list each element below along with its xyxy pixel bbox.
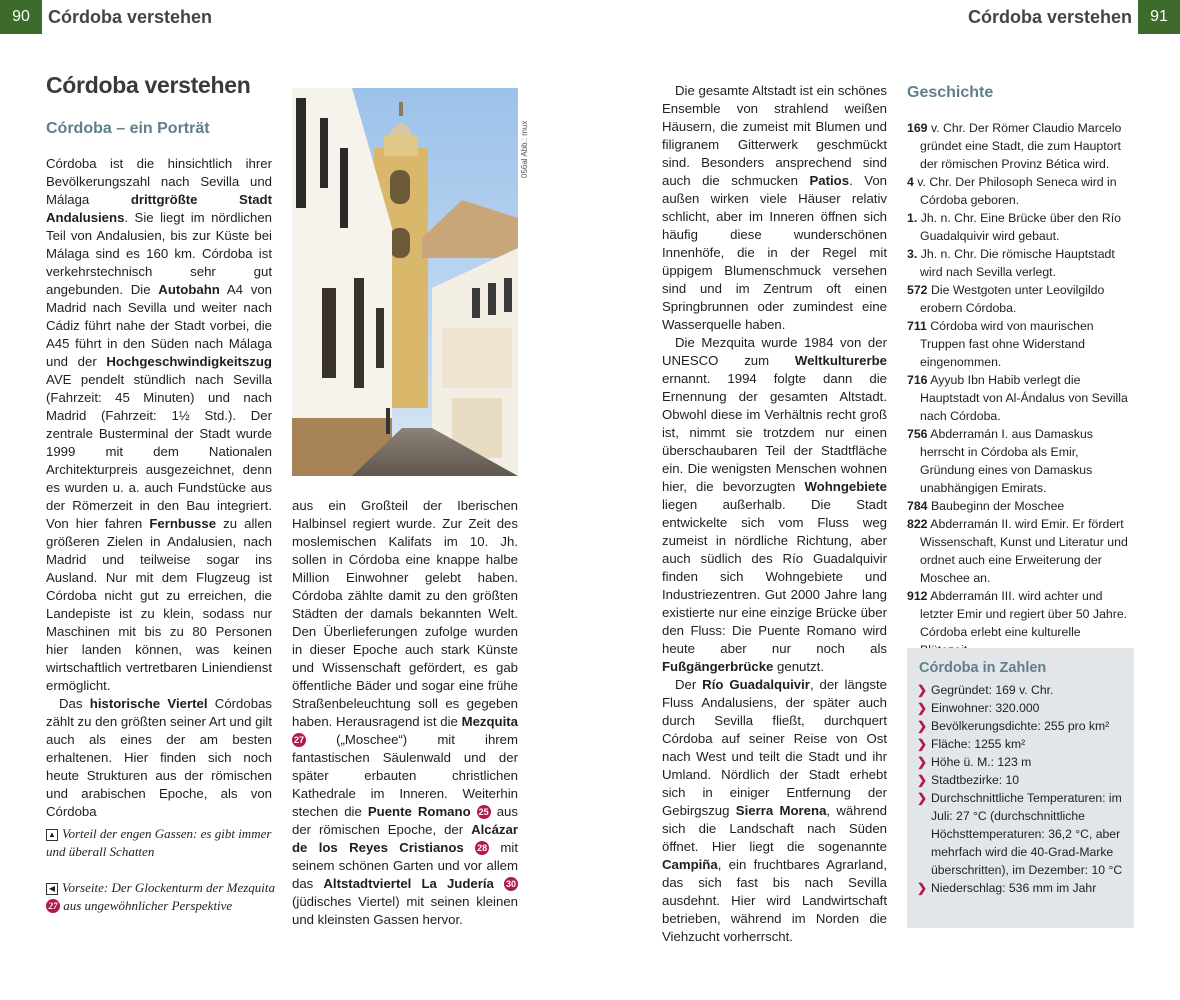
page-title: Córdoba verstehen [46,72,251,98]
facts-heading: Córdoba in Zahlen [919,660,1047,676]
history-item: 4 v. Chr. Der Philosoph Seneca wird in Córdoba geboren. [907,175,1117,207]
arrow-up-icon: ▲ [46,829,58,841]
chevron-right-icon: ❯ [917,701,928,715]
chevron-right-icon: ❯ [917,683,928,697]
chevron-right-icon: ❯ [917,773,928,787]
history-item: 822 Abderramán II. wird Emir. Er fördert Wissenschaft, Kunst und Literatur und ordnet auch eine Erweiterung der Moschee an. [907,517,1128,585]
fact-item: ❯ Durchschnittliche Temperaturen: im Juli: 27 °C (durchschnittliche Höchsttemperaturen: 36,2 °C, aber mehrfach wird die 40-Grad-Marke überschritten), im Dezember: 10 °C [917,791,1123,877]
previous-page-caption: ◀ Vorseite: Der Glockenturm der Mezquita27 aus ungewöhnlicher Perspektive [46,879,276,915]
history-item: 756 Abderramán I. aus Damaskus herrscht in Córdoba als Emir, Gründung eines von Damaskus unabhängigen Emirats. [907,427,1093,495]
photo-credit: 056al Abb.: mux [520,120,529,178]
fact-item: ❯ Einwohner: 320.000 [917,701,1040,715]
photo-caption: ▲ Vorteil der engen Gassen: es gibt immer und überall Schatten [46,826,272,859]
marker-badge: 28 [477,843,488,853]
fact-item: ❯ Stadtbezirke: 10 [917,773,1020,787]
history-item: 572 Die Westgoten unter Leovilgildo erobern Córdoba. [907,283,1105,315]
text-column-3: Die gesamte Altstadt ist ein schönes Ensemble von strahlend weißen Häusern, die zumeist mit Blumen und filigranem Gitterwerk geschmückt sind. Besonders ansprechend sind auch die schmucken Patios. Von außen wirken viele Häuser relativ schlicht, aber im Inneren öffnen sich häufig diese wunderschönen Innenhöfe, die in der Regel mit üppigem Blumenschmuck versehen sind und im Zentrum oft einen Springbrunnen oder zumindest eine Wasserquelle haben. Die Mezquita wurde 1984 von der UNESCO zum Weltkulturerbe ernannt. 1994 folgte dann die Ernennung der gesamten Altstadt. Obwohl diese im Verhältnis recht groß ist, nimmt sie trotzdem nur einen überschaubaren Teil der Stadtfläche ein. Die wenigsten Menschen wohnen hier, die bevorzugten Wohngebiete liegen außerhalb. Die Stadt entwickelte sich vom Fluss weg zumeist in nördliche Richtung, aber auch südlich des Río Guadalquivir finden sich Wohngebiete und Industriezentren. Gut 2000 Jahre lang existierte nur eine einzige Brücke über den Fluss: Die Puente Romano wird heute aber nur noch als Fußgängerbrücke genutzt. Der Río Guadalquivir, der längste Fluss Andalusiens, der später auch durch Sevilla fließt, durchquert Córdoba auf seiner Reise von Ost nach West und teilt die Stadt und ihr Umland. Nördlich der Stadt erhebt sich in einiger Entfernung der Gebirgszug Sierra Morena, während sich die Landschaft nach Süden öffnet. Hier liegt die sogenannte Campiña, ein fruchtbares Agrarland, das sich fast bis nach Sevilla ausdehnt. Hier wird Landwirtschaft betrieben, während im Norden die Viehzucht vorherrscht. [662,83,888,944]
facts-box [907,648,1134,928]
fact-item: ❯ Fläche: 1255 km² [917,737,1026,751]
history-item: 711 Córdoba wird von maurischen Truppen fast ohne Widerstand eingenommen. [907,319,1094,369]
marker-badge: 30 [505,879,516,889]
marker-badge: 27 [293,735,304,745]
history-item: 1. Jh. n. Chr. Eine Brücke über den Río Guadalquivir wird gebaut. [907,211,1121,243]
fact-item: ❯ Niederschlag: 536 mm im Jahr [917,881,1097,895]
section-subtitle: Córdoba – ein Porträt [46,120,210,137]
chevron-right-icon: ❯ [917,881,928,895]
page-number-left: 90 [0,0,42,34]
facts-list [917,681,1129,897]
text-column-1: Córdoba ist die hinsichtlich ihrer Bevölkerungszahl nach Sevilla und Málaga drittgrößte Stadt Andalusiens. Sie liegt im nördlichen Teil von Andalusien, bis zur Küste bei Málaga sind es 160 km. Córdoba ist verkehrstechnisch sehr gut angebunden. Die Autobahn A4 von Madrid nach Sevilla und weiter nach Cádiz führt nahe der Stadt vorbei, die A45 führt in den Süden nach Málaga und der Hochgeschwindigkeitszug AVE pendelt stündlich nach Sevilla (Fahrzeit: 45 Minuten) und nach Madrid (Fahrzeit: 1½ Std.). Der zentrale Busterminal der Stadt wurde 1999 mit dem Nationalen Architekturpreis ausgezeichnet, denn es wurden u. a. auch Fundstücke aus der Römerzeit in den Bau integriert. Von hier fahren Fernbusse zu allen größeren Zielen in Andalusien, nach Madrid und teilweise sogar ins Ausland. Nur mit dem Flugzeug ist Córdoba nicht gut zu erreichen, die Landepiste ist zu klein, sodass nur Maschinen mit bis zu 80 Personen hier landen können, was keinen wirtschaftlich vertretbaren Liniendienst ermöglicht. Das historische Viertel Córdobas zählt zu den größten seiner Art und gilt auch als eines der am besten erhaltenen. Hier finden sich noch heute Strukturen aus der römischen und arabischen Epoche, als von Córdoba [46,156,272,819]
marker-badge: 27 [46,899,60,913]
page-number-right: 91 [1138,0,1180,34]
history-heading: Geschichte [907,84,994,101]
history-item: 912 Abderramán III. wird achter und letzter Emir und regiert über 50 Jahre. Córdoba erlebt eine kulturelle [907,589,1128,639]
arrow-left-icon: ◀ [46,883,58,895]
history-item: 169 v. Chr. Der Römer Claudio Marcelo gründet eine Stadt, die zum Hauptort der römischen Provinz Bética wird. [907,121,1122,171]
history-item: 784 Baubeginn der Moschee [907,499,1065,513]
street-photo [292,88,518,476]
history-item: 3. Jh. n. Chr. Die römische Hauptstadt wird nach Sevilla verlegt. [907,247,1115,279]
chevron-right-icon: ❯ [917,791,928,805]
chevron-right-icon: ❯ [917,719,928,733]
history-list [907,119,1133,659]
fact-item: ❯ Gegründet: 169 v. Chr. [917,683,1054,697]
chevron-right-icon: ❯ [917,755,928,769]
fact-item: ❯ Höhe ü. M.: 123 m [917,755,1032,769]
marker-badge: 25 [478,807,489,817]
history-item: 716 Ayyub Ibn Habib verlegt die Hauptstadt von Al-Ándalus von Sevilla nach Córdoba. [907,373,1128,423]
text-column-2: aus ein Großteil der Iberischen Halbinsel regiert wurde. Zur Zeit des moslemischen Kalifats im 10. Jh. sollen in Córdoba eine knappe halbe Million Einwohner gelebt haben. Córdoba zählte damit zu den größten Städten der damals bekannten Welt. Den Überlieferungen zufolge wurden in dieser Epoche auch stark Künste und Wissenschaft gefördert, es gab öffentliche Bäder und sogar eine frühe Straßenbeleuchtung soll es gegeben haben. Herausragend ist die Mezquita27 („Moschee“) mit ihrem fantastischen Säulenwald und der später erbauten christlichen Kathedrale im Inneren. Weiterhin stechen die Puente Romano 25 aus der römischen Epoche, der Alcázar de los Reyes Cristianos 28 mit seinem schönen Garten und vor allem das Altstadtviertel La Judería 30 (jüdisches Viertel) mit seinen kleinen und kleinsten Gassen hervor. [292,498,518,927]
chevron-right-icon: ❯ [917,737,928,751]
running-head-right: Córdoba verstehen [967,7,1132,27]
fact-item: ❯ Bevölkerungsdichte: 255 pro km² [917,719,1110,733]
running-head-left: Córdoba verstehen [48,7,213,27]
